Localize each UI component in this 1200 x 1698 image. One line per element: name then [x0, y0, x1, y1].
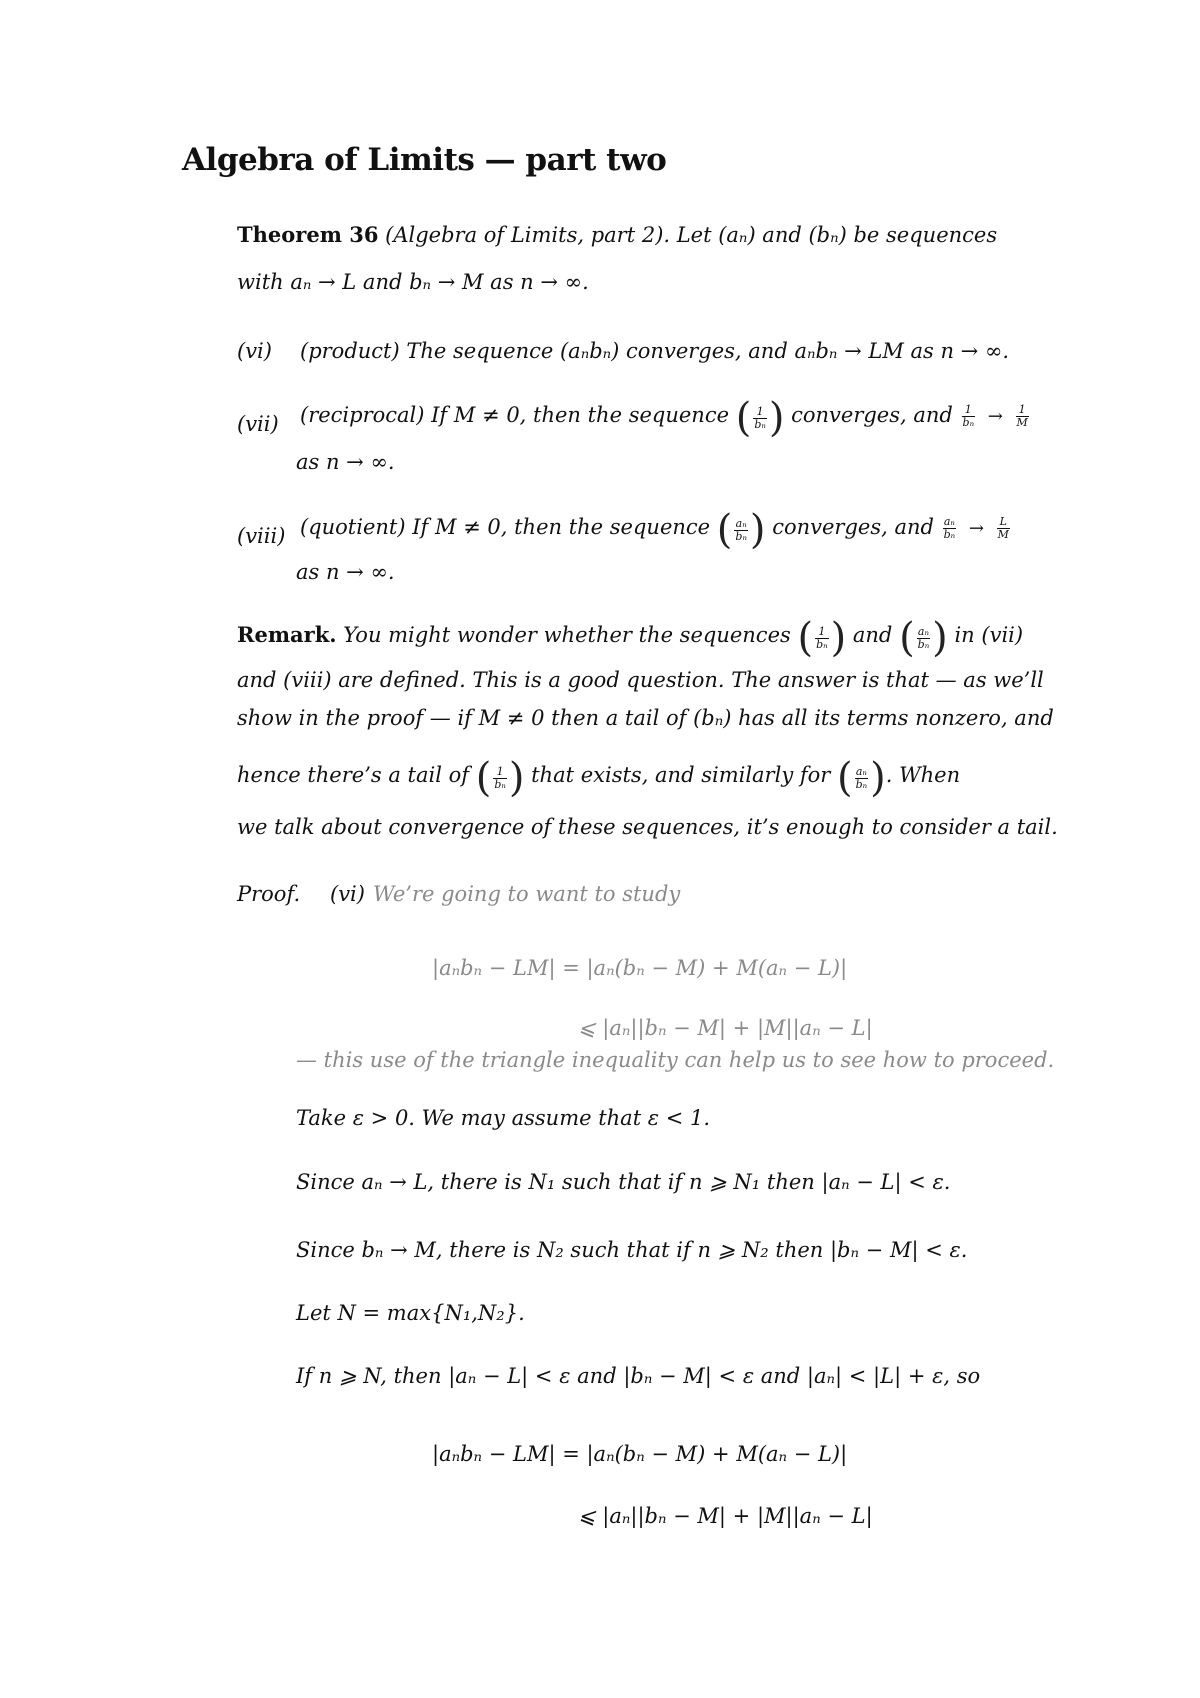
remark-line-1: [237, 610, 1023, 662]
frac-denominator: bₙ: [735, 529, 747, 543]
frac-numerator: aₙ: [943, 515, 955, 528]
page-title: Algebra of Limits — part two: [182, 142, 667, 178]
frac-numerator: ( 1: [815, 626, 829, 639]
item-viii-limit-right: [997, 516, 1010, 541]
item-vii-limit-right: [1016, 404, 1029, 429]
item-vii-mid: converges, and: [791, 403, 953, 427]
item-vi-number: (vi): [237, 339, 272, 363]
quotient-sequence: [837, 752, 886, 802]
remark-text: that exists, and similarly for: [531, 763, 831, 787]
theorem-label: Theorem 36: [237, 222, 379, 247]
item-viii-tail: as n → ∞.: [296, 560, 395, 584]
proof-note: — this use of the triangle inequality can help us to see how to proceed.: [296, 1048, 1055, 1072]
proof-step-4: Let N = max{N₁,N₂}.: [296, 1301, 525, 1325]
item-viii-sequence: [717, 504, 766, 554]
reciprocal-sequence: [476, 752, 525, 802]
item-vii-limit-left: [962, 404, 976, 429]
proof-equation-2b: ⩽ |aₙ||bₙ − M| + |M||aₙ − L|: [578, 1504, 873, 1528]
theorem-line-1: [237, 222, 997, 247]
proof-intro: We’re going to want to study: [373, 882, 681, 906]
frac-numerator: 1: [962, 404, 976, 417]
frac-numerator: L: [997, 516, 1010, 529]
item-viii-text: [300, 502, 1012, 554]
quotient-sequence: [899, 612, 948, 662]
proof-step-3: Since bₙ → M, there is N₂ such that if n ⩾ N₂ then |bₙ − M| < ε.: [296, 1238, 968, 1262]
theorem-text: (Algebra of Limits, part 2). Let (aₙ) and (bₙ) be sequences: [385, 223, 998, 247]
right-arrow-icon: →: [987, 405, 1003, 427]
frac-denominator: bₙ: [855, 777, 868, 791]
frac-denominator: bₙ: [917, 637, 930, 651]
proof-intro-number: (vi): [330, 882, 365, 906]
frac-denominator: bₙ: [754, 417, 766, 431]
right-arrow-icon: →: [968, 517, 984, 539]
proof-label: Proof.: [237, 882, 301, 906]
remark-text: and: [852, 623, 893, 647]
remark-text: hence there’s a tail of: [237, 763, 470, 787]
frac-denominator: bₙ: [962, 416, 975, 429]
remark-line-5: we talk about convergence of these sequences, it’s enough to consider a tail.: [237, 815, 1058, 839]
proof-step-2: Since aₙ → L, there is N₁ such that if n ⩾ N₁ then |aₙ − L| < ε.: [296, 1170, 951, 1194]
frac-denominator: bₙ: [816, 637, 828, 651]
item-vii-sequence: [736, 392, 785, 442]
theorem-line-2: with aₙ → L and bₙ → M as n → ∞.: [237, 270, 589, 294]
remark-label: Remark.: [237, 622, 337, 647]
frac-denominator: M: [1016, 416, 1028, 429]
frac-numerator: ( 1: [493, 766, 507, 779]
item-vii-pre: (reciprocal) If M ≠ 0, then the sequence: [300, 403, 730, 427]
remark-text: in (vii): [954, 623, 1024, 647]
item-viii-pre: (quotient) If M ≠ 0, then the sequence: [300, 515, 711, 539]
frac-numerator: 1: [1016, 404, 1029, 417]
frac-denominator: M: [997, 528, 1009, 541]
remark-line-2: and (viii) are defined. This is a good question. The answer is that — as we’ll: [237, 668, 1044, 692]
remark-text: You might wonder whether the sequences: [343, 623, 791, 647]
remark-line-4: [237, 750, 960, 802]
frac-numerator: ( aₙ: [855, 764, 867, 778]
frac-denominator: bₙ: [943, 528, 956, 541]
remark-text: . When: [885, 763, 961, 787]
item-viii-mid: converges, and: [772, 515, 934, 539]
proof-equation-2a: |aₙbₙ − LM| = |aₙ(bₙ − M) + M(aₙ − L)|: [432, 1442, 848, 1466]
reciprocal-sequence: [797, 612, 846, 662]
frac-denominator: bₙ: [494, 777, 506, 791]
proof-step-1: Take ε > 0. We may assume that ε < 1.: [296, 1106, 711, 1130]
proof-equation-1b: ⩽ |aₙ||bₙ − M| + |M||aₙ − L|: [578, 1016, 873, 1040]
frac-numerator: ( aₙ: [735, 516, 747, 530]
remark-line-3: show in the proof — if M ≠ 0 then a tail of (bₙ) has all its terms nonzero, and: [237, 706, 1054, 730]
item-vi-text: (product) The sequence (aₙbₙ) converges, and aₙbₙ → LM as n → ∞.: [300, 339, 1010, 363]
proof-equation-1a: |aₙbₙ − LM| = |aₙ(bₙ − M) + M(aₙ − L)|: [432, 956, 848, 980]
item-viii-number: (viii): [237, 524, 286, 548]
frac-numerator: ( aₙ: [917, 624, 929, 638]
frac-numerator: ( 1: [753, 406, 767, 419]
item-vii-number: (vii): [237, 412, 279, 436]
proof-step-5: If n ⩾ N, then |aₙ − L| < ε and |bₙ − M| < ε and |aₙ| < |L| + ε, so: [296, 1364, 981, 1388]
item-vii-tail: as n → ∞.: [296, 450, 395, 474]
item-vii-text: [300, 390, 1031, 442]
item-viii-limit-left: [943, 516, 957, 541]
